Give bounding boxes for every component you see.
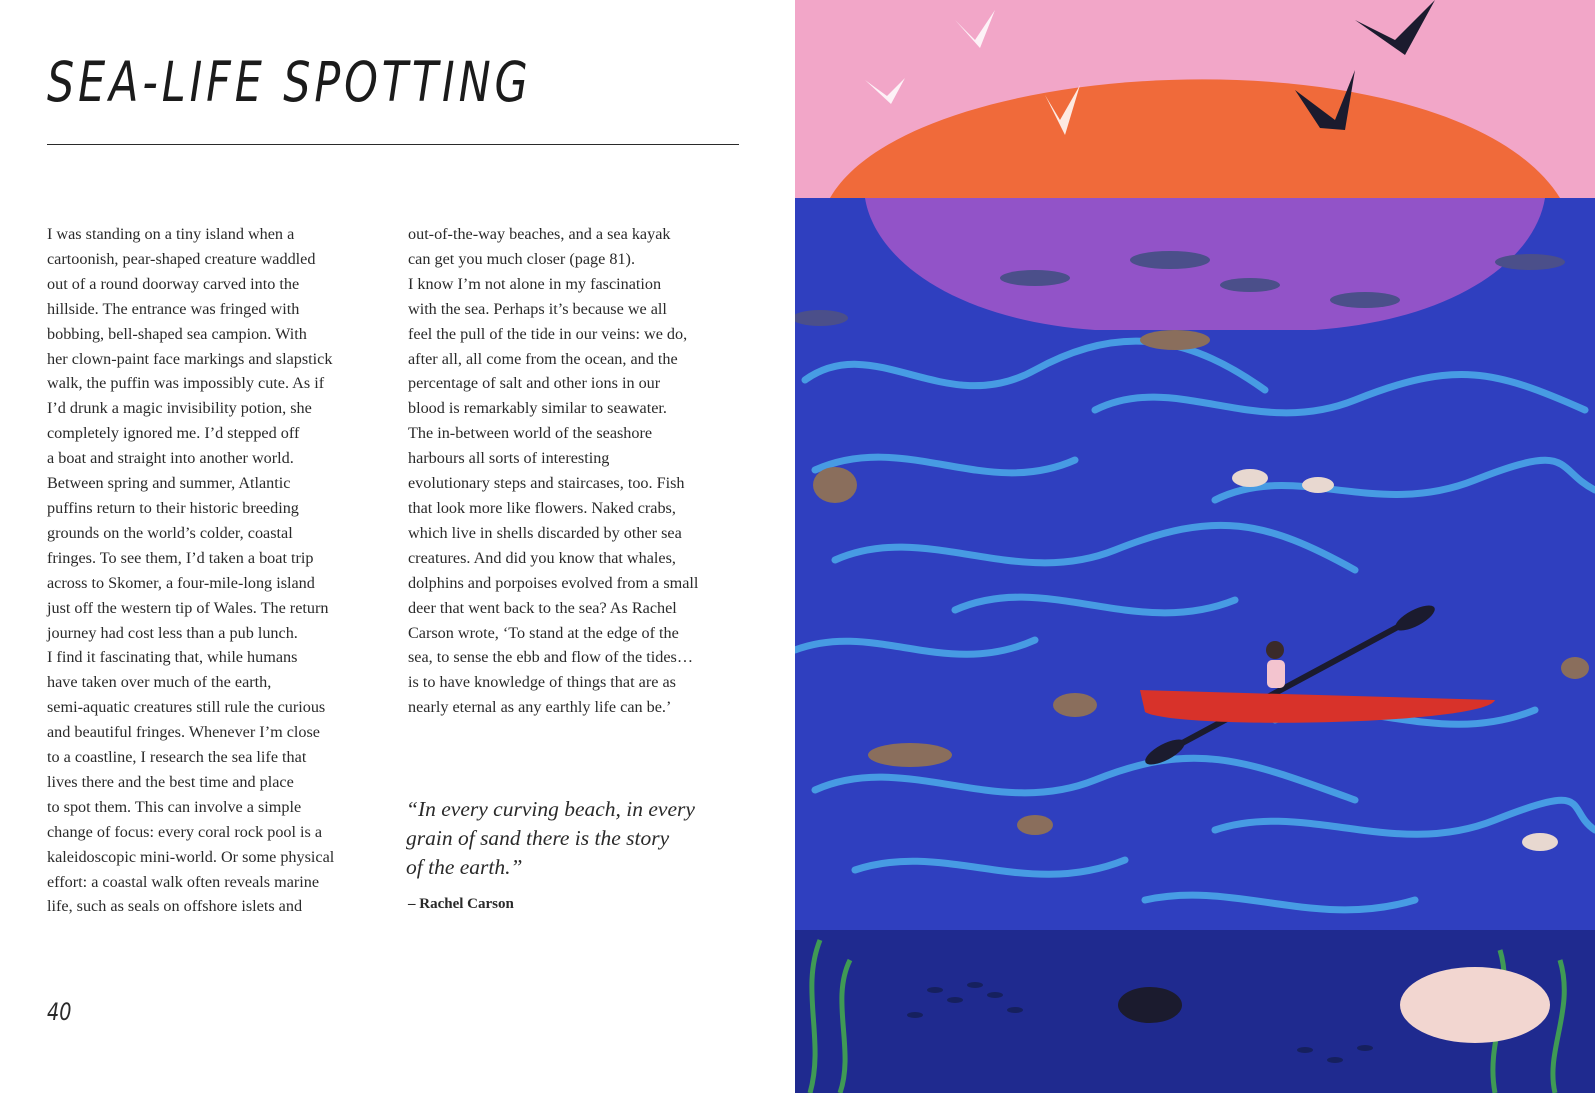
fish — [1327, 1057, 1343, 1063]
text-line: change of focus: every coral rock pool is a — [47, 822, 323, 841]
duck — [1302, 477, 1334, 493]
underwater-seal — [1400, 967, 1550, 1043]
fish — [1357, 1045, 1373, 1051]
text-line: completely ignored me. I’d stepped off — [47, 424, 300, 443]
text-line: sea, to sense the ebb and flow of the tides… — [408, 648, 694, 667]
duck — [1522, 833, 1558, 851]
fish — [907, 1012, 923, 1018]
text-line: out-of-the-way beaches, and a sea kayak — [408, 225, 671, 243]
body-column-1 — [47, 222, 334, 919]
body-column-2 — [408, 222, 698, 720]
page-title: SEA-LIFE SPOTTING — [47, 50, 532, 114]
text-line: I was standing on a tiny island when a — [47, 225, 295, 243]
seal — [1140, 330, 1210, 350]
text-line: deer that went back to the sea? As Rachel — [408, 598, 677, 617]
fish — [1007, 1007, 1023, 1013]
seal-back — [1330, 292, 1400, 308]
text-line: journey had cost less than a pub lunch. — [47, 623, 298, 642]
text-line: grounds on the world’s colder, coastal — [47, 523, 293, 542]
text-line: I find it fascinating that, while humans — [47, 648, 298, 667]
text-line: lives there and the best time and place — [47, 772, 294, 791]
text-line: across to Skomer, a four-mile-long island — [47, 573, 315, 592]
pull-quote-line: “In every curving beach, in every — [406, 797, 695, 821]
quote-attribution: – Rachel Carson — [408, 896, 514, 912]
seal-back — [1000, 270, 1070, 286]
text-line: walk, the puffin was impossibly cute. As if — [47, 374, 325, 393]
text-line: nearly eternal as any earthly life can be.’ — [408, 698, 672, 717]
text-line: The in-between world of the seashore — [408, 424, 653, 443]
fish — [1297, 1047, 1313, 1053]
pull-quote-line: grain of sand there is the story — [406, 826, 670, 850]
text-line: kaleidoscopic mini-world. Or some physical — [47, 847, 335, 866]
fish — [987, 992, 1003, 998]
text-line: life, such as seals on offshore islets and — [47, 897, 303, 916]
text-line: have taken over much of the earth, — [47, 673, 272, 692]
pull-quote-line: of the earth.” — [406, 855, 523, 879]
text-line: cartoonish, pear-shaped creature waddled — [47, 249, 316, 268]
seal-back — [1220, 278, 1280, 292]
text-line: I know I’m not alone in my fascination — [408, 274, 662, 293]
text-line: puffins return to their historic breeding — [47, 498, 299, 517]
illustration-panel — [795, 0, 1595, 1093]
kayaker-head — [1266, 641, 1284, 659]
fish — [967, 982, 983, 988]
text-line: Between spring and summer, Atlantic — [47, 474, 291, 493]
kayaker-body — [1267, 660, 1285, 688]
seal-back — [1130, 251, 1210, 269]
fish — [927, 987, 943, 993]
fish — [947, 997, 963, 1003]
text-line: harbours all sorts of interesting — [408, 449, 610, 468]
page-number: 40 — [47, 998, 72, 1026]
sea-illustration — [795, 0, 1595, 1093]
title-divider — [47, 144, 739, 145]
text-line: I’d drunk a magic invisibility potion, she — [47, 399, 312, 418]
text-line: just off the western tip of Wales. The return — [47, 598, 329, 617]
text-line: a boat and straight into another world. — [47, 449, 294, 468]
text-line: feel the pull of the tide in our veins: we do, — [408, 324, 688, 343]
text-line: and beautiful fringes. Whenever I’m close — [47, 723, 320, 742]
text-line: fringes. To see them, I’d taken a boat trip — [47, 548, 314, 567]
seal — [1053, 693, 1097, 717]
text-line: out of a round doorway carved into the — [47, 274, 300, 293]
pull-quote — [406, 795, 695, 882]
text-line: is to have knowledge of things that are as — [408, 673, 676, 692]
text-line: Carson wrote, ‘To stand at the edge of the — [408, 623, 679, 642]
text-line: creatures. And did you know that whales, — [408, 548, 676, 567]
text-line: blood is remarkably similar to seawater. — [408, 399, 667, 418]
text-line: her clown-paint face markings and slapstick — [47, 349, 333, 368]
text-line: with the sea. Perhaps it’s because we all — [408, 299, 667, 318]
seal-back — [1495, 254, 1565, 270]
text-line: which live in shells discarded by other sea — [408, 523, 682, 542]
seal — [868, 743, 952, 767]
text-line: can get you much closer (page 81). — [408, 249, 635, 268]
left-page — [0, 0, 795, 1093]
duck — [1232, 469, 1268, 487]
text-line: bobbing, bell-shaped sea campion. With — [47, 324, 307, 343]
text-line: percentage of salt and other ions in our — [408, 374, 661, 393]
text-line: that look more like flowers. Naked crabs, — [408, 498, 676, 517]
text-line: effort: a coastal walk often reveals marine — [47, 872, 320, 891]
text-line: evolutionary steps and staircases, too. Fish — [408, 474, 685, 493]
text-line: hillside. The entrance was fringed with — [47, 299, 300, 318]
text-line: after all, all come from the ocean, and the — [408, 349, 678, 368]
underwater-puffin — [1118, 987, 1182, 1023]
seal — [813, 467, 857, 503]
text-line: semi-aquatic creatures still rule the curious — [47, 698, 326, 717]
seal — [1561, 657, 1589, 679]
text-line: dolphins and porpoises evolved from a small — [408, 573, 699, 592]
text-line: to a coastline, I research the sea life that — [47, 748, 307, 767]
text-line: to spot them. This can involve a simple — [47, 797, 302, 816]
seal — [1017, 815, 1053, 835]
